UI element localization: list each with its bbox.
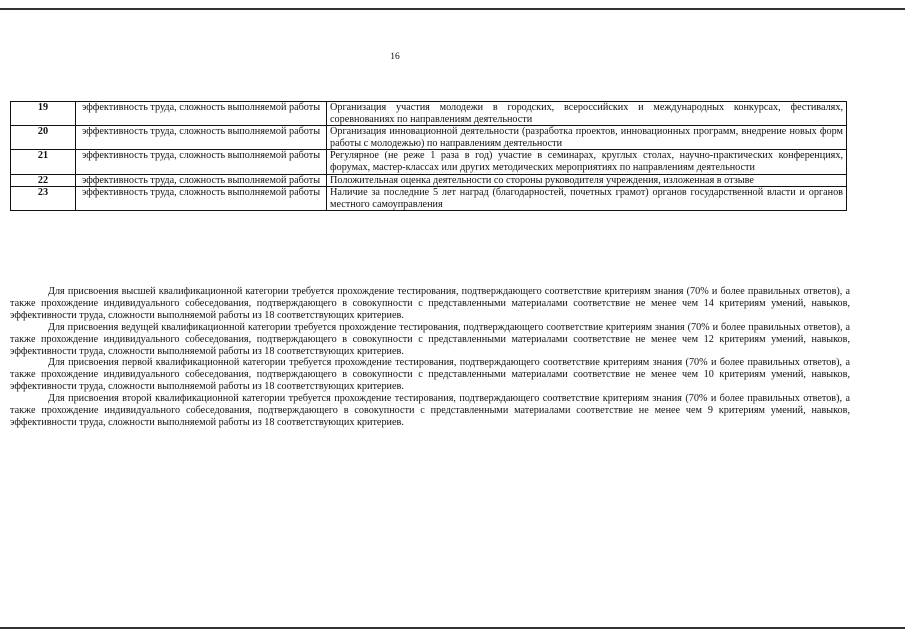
table-row <box>11 187 847 211</box>
page-number: 16 <box>390 52 400 62</box>
criteria-table <box>10 101 847 211</box>
scan-edge-bottom <box>0 627 905 629</box>
paragraph-second-category: Для присвоения второй квалификационной категории требуется прохождение тестирования, подтверждающего соответствие критериям знания (70% и более правильных ответов), а также прохождение индивидуального собеседования, подтверждающего в совокупности с представленными материалами соответствие не менее чем 9 критериям умений, навыков, эффективности труда, сложности выполняемой работы из 18 соответствующих критериев. <box>10 393 850 428</box>
table-row <box>11 126 847 150</box>
criterion-category: эффективность труда, сложность выполняемой работы <box>76 150 327 174</box>
paragraph-first-category: Для присвоения первой квалификационной категории требуется прохождение тестирования, подтверждающего соответствие критериям знания (70% и более правильных ответов), а также прохождение индивидуального собеседования, подтверждающего в совокупности с представленными материалами соответствие не менее чем 10 критериям умений, навыков, эффективности труда, сложности выполняемой работы из 18 соответствующих критериев. <box>10 357 850 393</box>
criterion-description: Регулярное (не реже 1 раза в год) участие в семинарах, круглых столах, научно-практических конференциях, форумах, мастер-классах или других методических мероприятиях по направлениям деятельности <box>327 150 847 174</box>
body-text <box>10 286 850 429</box>
criterion-number: 20 <box>11 126 76 150</box>
criterion-category: эффективность труда, сложность выполняемой работы <box>76 102 327 126</box>
criterion-number: 21 <box>11 150 76 174</box>
criterion-description: Наличие за последние 5 лет наград (благодарностей, почетных грамот) органов государственной власти и органов местного самоуправления <box>327 187 847 211</box>
criterion-category: эффективность труда, сложность выполняемой работы <box>76 174 327 187</box>
paragraph-highest-category: Для присвоения высшей квалификационной категории требуется прохождение тестирования, подтверждающего соответствие критериям знания (70% и более правильных ответов), а также прохождение индивидуального собеседования, подтверждающего в совокупности с представленными материалами соответствие не менее чем 14 критериям умений, навыков, эффективности труда, сложности выполняемой работы из 18 соответствующих критериев. <box>10 286 850 321</box>
scan-edge-top <box>0 8 905 10</box>
paragraph-leading-category: Для присвоения ведущей квалификационной категории требуется прохождение тестирования, подтверждающего соответствие критериям знания (70% и более правильных ответов), а также прохождение индивидуального собеседования, подтверждающего в совокупности с представленными материалами соответствие не менее чем 12 критериям умений, навыков, эффективности труда, сложности выполняемой работы из 18 соответствующих критериев. <box>10 321 850 357</box>
table-row <box>11 150 847 174</box>
criterion-description: Организация инновационной деятельности (разработка проектов, инновационных программ, внедрение новых форм работы с молодежью) по направлениям деятельности <box>327 126 847 150</box>
criterion-number: 23 <box>11 187 76 211</box>
criterion-category: эффективность труда, сложность выполняемой работы <box>76 126 327 150</box>
criterion-description: Положительная оценка деятельности со стороны руководителя учреждения, изложенная в отзыве <box>327 174 847 187</box>
criterion-number: 19 <box>11 102 76 126</box>
criterion-number: 22 <box>11 174 76 187</box>
table-row <box>11 102 847 126</box>
table-row <box>11 174 847 187</box>
criterion-category: эффективность труда, сложность выполняемой работы <box>76 187 327 211</box>
criterion-description: Организация участия молодежи в городских, всероссийских и международных конкурсах, фестивалях, соревнованиях по направлениям деятельности <box>327 102 847 126</box>
